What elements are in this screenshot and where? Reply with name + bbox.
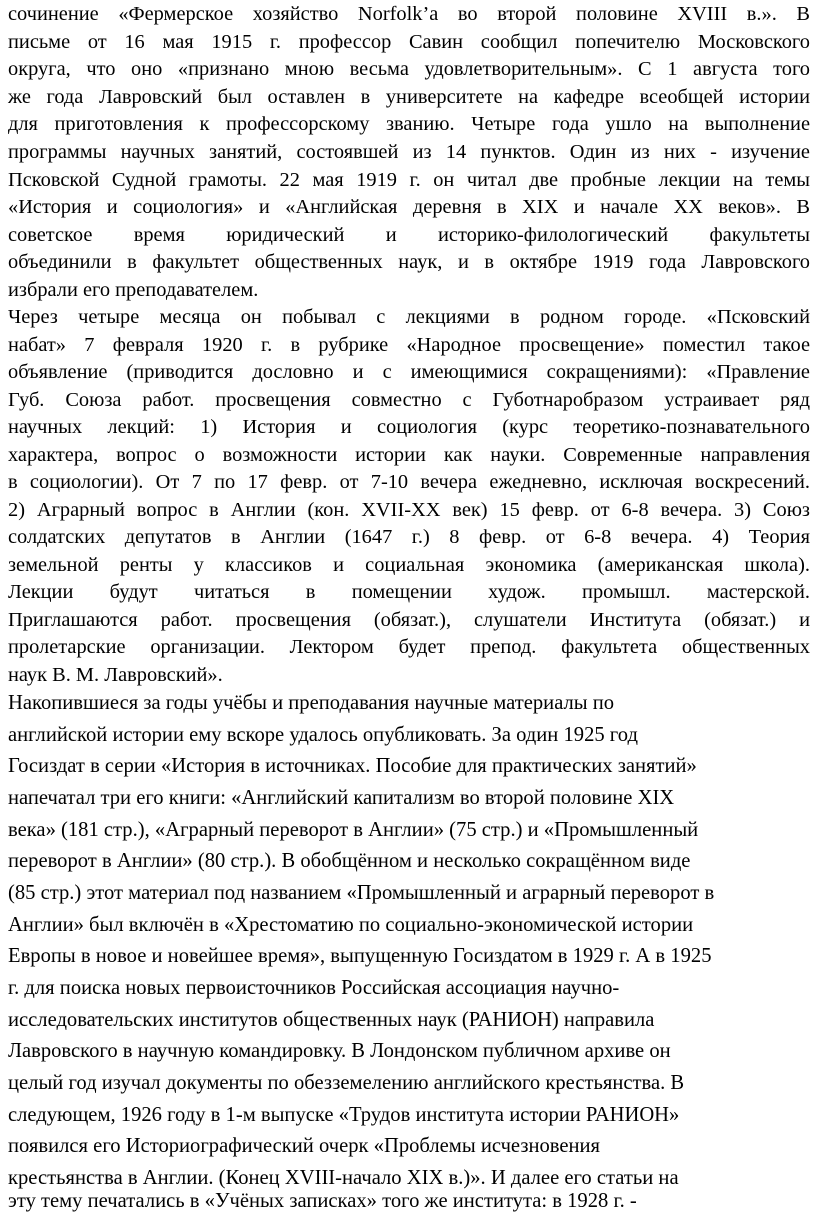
text-line: Лавровского в научную командировку. В Лондонском публичном архиве он <box>8 1040 671 1062</box>
text-line: г. для поиска новых первоисточников Российская ассоциация научно- <box>8 977 620 999</box>
text-line: крестьянства в Англии. (Конец XVIII-начало XIX в.)». И далее его статьи на <box>8 1167 679 1189</box>
text-line: переворот в Англии» (80 стр.). В обобщённом и несколько сокращённом виде <box>8 850 691 872</box>
text-line: напечатал три его книги: «Английский капитализм во второй половине XIX <box>8 787 675 809</box>
text-line: наук В. М. Лавровский». <box>8 664 223 686</box>
text-line: Лекции будут читаться в помещении худож. промышл. мастерской. <box>8 581 810 603</box>
text-line: сочинение «Фермерское хозяйство Norfolk’а во второй половине XVIII в.». В <box>8 3 810 25</box>
text-line: Госиздат в серии «История в источниках. Пособие для практических занятий» <box>8 755 697 777</box>
text-line: (85 стр.) этот материал под названием «Промышленный и аграрный переворот в <box>8 882 715 904</box>
text-line: исследовательских институтов общественных наук (РАНИОН) направила <box>8 1009 655 1031</box>
text-line: объявление (приводится дословно и с имеющимися сокращениями): «Правление <box>8 361 810 383</box>
text-line: Псковской Судной грамоты. 22 мая 1919 г. он читал две пробные лекции на темы <box>8 169 810 191</box>
text-line: солдатских депутатов в Англии (1647 г.) 8 февр. от 6-8 вечера. 4) Теория <box>8 526 810 548</box>
text-line: века» (181 стр.), «Аграрный переворот в Англии» (75 стр.) и «Промышленный <box>8 819 699 841</box>
text-line: английской истории ему вскоре удалось опубликовать. За один 1925 год <box>8 724 638 746</box>
text-line: научных лекций: 1) История и социология (курс теоретико-познавательного <box>8 416 810 438</box>
text-line: письме от 16 мая 1915 г. профессор Савин сообщил попечителю Московского <box>8 31 810 53</box>
text-line: Губ. Союза работ. просвещения совместно с Губотнаробразом устраивает ряд <box>8 389 810 411</box>
text-line: округа, что оно «признано мною весьма удовлетворительным». С 1 августа того <box>8 58 810 80</box>
text-line: 2) Аграрный вопрос в Англии (кон. XVII-XX век) 15 февр. от 6-8 вечера. 3) Союз <box>8 499 810 521</box>
text-line: земельной ренты у классиков и социальная экономика (американская школа). <box>8 554 810 576</box>
text-line: объединили в факультет общественных наук, и в октябре 1919 года Лавровского <box>8 251 810 273</box>
text-line: характера, вопрос о возможности истории как науки. Современные направления <box>8 444 810 466</box>
text-line: появился его Историографический очерк «Проблемы исчезновения <box>8 1135 601 1157</box>
text-line: целый год изучал документы по обезземелению английского крестьянства. В <box>8 1072 685 1094</box>
text-line: избрали его преподавателем. <box>8 279 259 301</box>
text-line: Приглашаются работ. просвещения (обязат.), слушатели Института (обязат.) и <box>8 609 810 631</box>
text-line: набат» 7 февраля 1920 г. в рубрике «Народное просвещение» поместил такое <box>8 334 810 356</box>
text-line: советское время юридический и историко-филологический факультеты <box>8 224 810 246</box>
text-line: «История и социология» и «Английская деревня в XIX и начале XX веков». В <box>8 196 810 218</box>
text-line: программы научных занятий, состоявшей из 14 пунктов. Один из них - изучение <box>8 141 810 163</box>
text-line: для приготовления к профессорскому званию. Четыре года ушло на выполнение <box>8 113 810 135</box>
text-line: в социологии). От 7 по 17 февр. от 7-10 вечера ежедневно, исключая воскресений. <box>8 471 810 493</box>
text-line: Накопившиеся за годы учёбы и преподавания научные материалы по <box>8 692 615 714</box>
text-line: Через четыре месяца он побывал с лекциями в родном городе. «Псковский <box>8 306 810 328</box>
text-line: Европы в новое и новейшее время», выпущенную Госиздатом в 1929 г. А в 1925 <box>8 945 712 967</box>
text-line: следующем, 1926 году в 1-м выпуске «Трудов института истории РАНИОН» <box>8 1104 680 1126</box>
text-line: же года Лавровский был оставлен в университете на кафедре всеобщей истории <box>8 86 810 108</box>
text-line: эту тему печатались в «Учёных записках» того же института: в 1928 г. - <box>8 1190 637 1212</box>
text-line: пролетарские организации. Лектором будет препод. факультета общественных <box>8 636 810 658</box>
text-line: Англии» был включён в «Хрестоматию по социально-экономической истории <box>8 914 694 936</box>
